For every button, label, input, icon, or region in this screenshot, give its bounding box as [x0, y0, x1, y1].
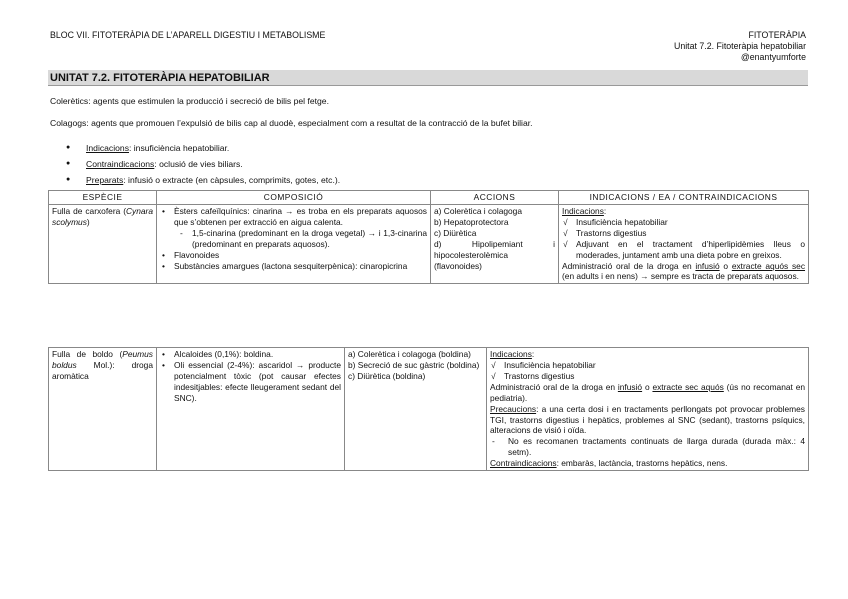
action-item: b) Secreció de suc gàstric (boldina) [348, 359, 480, 370]
header-subject: FITOTERÀPIA [748, 30, 806, 40]
composition-cell [157, 204, 431, 283]
actions-cell [345, 348, 487, 471]
bullet-label: Indicacions [86, 143, 129, 153]
boldo-table [48, 347, 809, 471]
coleretics-definition: Colerètics: agents que estimulen la producció i secreció de bilis pel fetge. [50, 96, 329, 106]
list-item: • Substàncies amargues (lactona sesquiterpènica): cinaropicrina [160, 261, 427, 272]
list-item [66, 140, 340, 156]
composition-text: Èsters cafeïlquínics: cinarina → es troba en els preparats aquosos que s’obtenen per extracció en aigua calenta. [174, 205, 427, 227]
administration-text: Administració oral de la droga en infusió o extracte aquós sec (en adults i en nens) → sempre es tracta de preparats aquosos. [562, 260, 806, 282]
indications-label: Indicacions [490, 349, 532, 359]
administration-text: Administració oral de la droga en infusió o extracte sec aquós (ús no recomanat en pediatria). [490, 381, 806, 403]
bullet-text: : insuficiència hepatobiliar. [129, 143, 230, 153]
bullet-label: Contraindicacions [86, 159, 155, 169]
list-item: • Oli essencial (2-4%): ascaridol → producte potencialment tòxic (pot causar efectes indesitjables: efecte lleugerament sedant del SNC). [160, 360, 341, 404]
species-latin: Peumus boldus [52, 349, 153, 370]
table-header-row [49, 191, 809, 205]
artichoke-table [48, 190, 809, 284]
species-name: Fulla de boldo ( [52, 349, 123, 359]
general-bullet-list [66, 140, 340, 188]
indications-label: Indicacions [562, 205, 604, 216]
bullet-text: : oclusió de vies biliars. [154, 159, 243, 169]
bullet-label: Preparats [86, 175, 124, 185]
list-item: - 1,5-cinarina (predominant en la droga vegetal) → i 1,3-cinarina (predominant en preparats aquosos). [174, 228, 427, 250]
contraindications-text: Contraindicacions: embaràs, lactància, trastorns hepàtics, nens. [490, 458, 728, 469]
list-item [160, 206, 427, 250]
precautions-text: Precaucions: a una certa dosi i en tractaments perllongats pot provocar problemes TGI, trastorns digestius i hepàtics, problemes al SNC (sedant), trastorns psíquics, alteracions de visió i oïda. [490, 403, 805, 436]
action-item: c) Diürètica [434, 227, 477, 238]
header-species: ESPÈCIE [49, 191, 157, 205]
species-cell [49, 348, 157, 471]
actions-cell [431, 204, 559, 283]
header-actions: ACCIONS [431, 191, 559, 205]
unit-title: UNITAT 7.2. FITOTERÀPIA HEPATOBILIAR [48, 70, 808, 86]
list-item: √ Insuficiència hepatobiliar [490, 360, 805, 371]
list-item [66, 172, 340, 188]
list-item: √ Trastorns digestius [490, 371, 805, 382]
header-unit: Unitat 7.2. Fitoteràpia hepatobiliar [673, 40, 806, 51]
list-item: √ Trastorns digestius [562, 228, 805, 239]
species-latin: Cynara scolymus [52, 205, 153, 227]
header-indications: INDICACIONS / EA / CONTRAINDICACIONS [559, 191, 809, 205]
list-item: √ Insuficiència hepatobiliar [562, 217, 805, 228]
species-name: Fulla de carxofera ( [52, 205, 126, 216]
header-course-info [674, 30, 806, 63]
bullet-text: : infusió o extracte (en càpsules, comprimits, gotes, etc.). [123, 175, 341, 185]
action-item: b) Hepatoprotectora [434, 216, 509, 227]
table-row [49, 348, 809, 471]
species-cell [49, 204, 157, 283]
list-item: • Alcaloides (0,1%): boldina. [160, 349, 341, 360]
indications-cell: Indicacions: √ Insuficiència hepatobiliar √ Trastorns digestius √ Adjuvant en el tractament d’hiperlipidèmies lleus o moderades, juntament amb una dieta pobre en greixos. Administració oral de la droga en infusió o extracte aquós sec (en adults i en nens) → sempre es tracta de preparats aquosos. [559, 204, 809, 283]
header-block-title: BLOC VII. FITOTERÀPIA DE L’APARELL DIGESTIU I METABOLISME [50, 30, 326, 40]
species-end: Mol.): droga aromàtica [52, 359, 153, 381]
action-item: a) Colerètica i colagoga (boldina) [348, 349, 471, 359]
list-item [66, 156, 340, 172]
action-item: c) Diürètica (boldina) [348, 370, 426, 381]
header-author: @enantyumforte [740, 51, 806, 62]
list-item: • Flavonoides [160, 250, 427, 261]
action-item: d) Hipolipemiant i hipocolesterolèmica (flavonoides) [434, 238, 555, 271]
indications-cell: Indicacions: √ Insuficiència hepatobiliar √ Trastorns digestius Administració oral de la droga en infusió o extracte sec aquós (ús no recomanat en pediatria). Precaucions: a una certa dosi i en tractaments perllongats pot provocar problemes TGI, trastorns digestius i hepàtics, problemes al SNC (sedant), trastorns psíquics, alteracions de visió i oïda. - No es recomanen tractaments continuats de llarga durada (durada màx.: 4 setm). Contraindicacions: embaràs, lactància, trastorns hepàtics, nens. [487, 348, 809, 471]
header-composition: COMPOSICIÓ [157, 191, 431, 205]
list-item: - No es recomanen tractaments continuats de llarga durada (durada màx.: 4 setm). [490, 436, 805, 458]
species-end: ) [86, 216, 90, 227]
composition-cell [157, 348, 345, 471]
table-row [49, 204, 809, 283]
list-item: √ Adjuvant en el tractament d’hiperlipidèmies lleus o moderades, juntament amb una dieta pobre en greixos. [562, 239, 805, 261]
colagogs-definition: Colagogs: agents que promouen l’expulsió de bilis cap al duodè, especialment com a resultat de la contracció de la bufet biliar. [50, 118, 533, 128]
action-item: a) Colerètica i colagoga [434, 205, 522, 216]
